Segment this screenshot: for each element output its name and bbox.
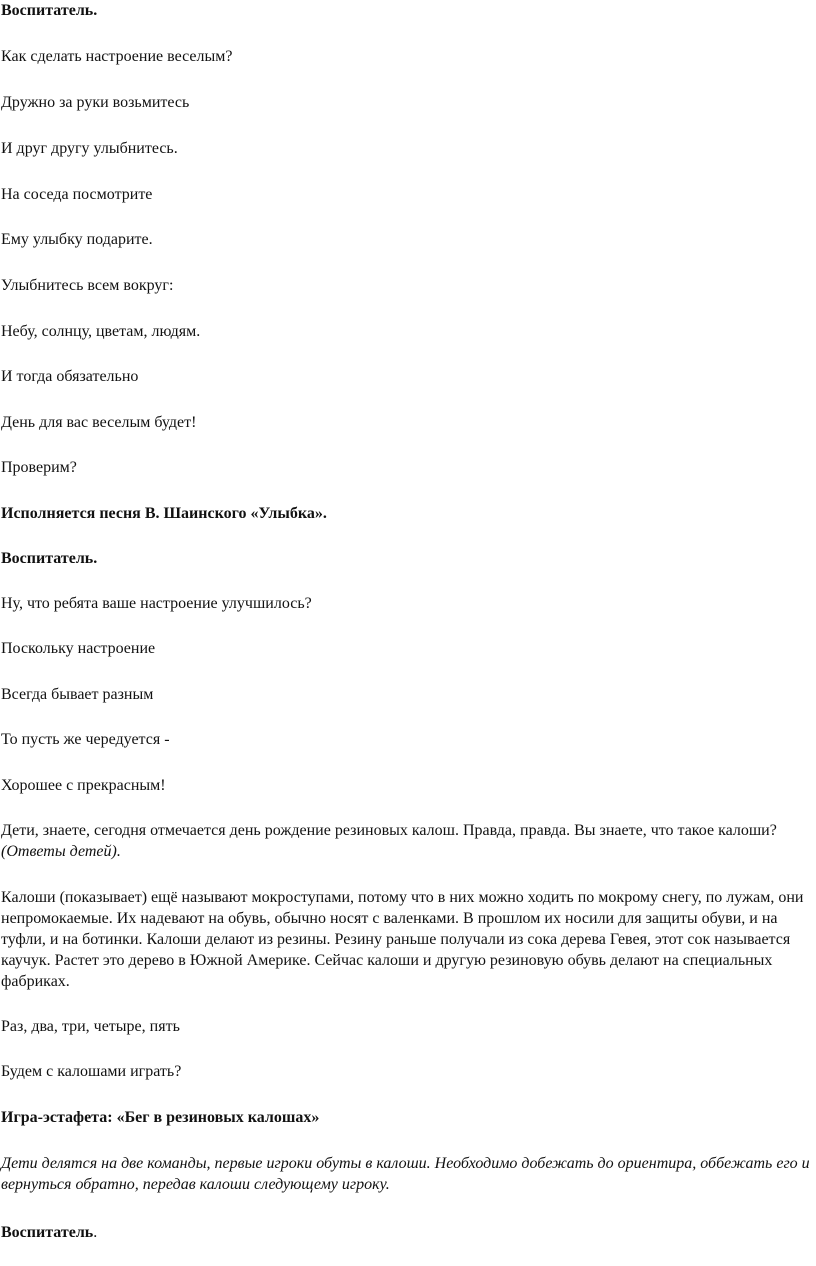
poem-line (1, 366, 812, 387)
poem-line (1, 684, 812, 705)
line-text: Будем с калошами играть? (1, 1063, 182, 1080)
game-heading (1, 1107, 812, 1128)
bold-text: Воспитатель (1, 1224, 94, 1241)
bold-text: Воспитатель. (1, 550, 98, 567)
line-text: Ну, что ребята ваше настроение улучшилось? (1, 595, 312, 612)
poem-line (1, 275, 812, 296)
poem-line (1, 638, 812, 659)
paragraph (1, 820, 812, 862)
poem-line (1, 92, 812, 113)
speaker-heading (1, 0, 812, 21)
bold-text: Воспитатель. (1, 2, 98, 19)
line-text: Раз, два, три, четыре, пять (1, 1018, 180, 1035)
bold-text: Игра-эстафета: «Бег в резиновых калошах» (1, 1109, 320, 1126)
line-text: Дружно за руки возьмитесь (1, 94, 190, 111)
poem-line (1, 138, 812, 159)
poem-line (1, 1016, 812, 1037)
line-text: И тогда обязательно (1, 368, 139, 385)
poem-line (1, 775, 812, 796)
paragraph-text: Дети, знаете, сегодня отмечается день рождение резиновых калош. Правда, правда. Вы знаете, что такое калоши? (1, 822, 777, 839)
line-text: На соседа посмотрите (1, 186, 153, 203)
italic-text: Дети делятся на две команды, первые игроки обуты в калоши. Необходимо добежать до ориентира, оббежать его и вернуться обратно, передав калоши следующему игроку. (1, 1155, 810, 1193)
speaker-heading (1, 548, 812, 569)
game-description (1, 1153, 812, 1195)
line-text: Как сделать настроение веселым? (1, 48, 233, 65)
song-heading (1, 503, 812, 524)
poem-line (1, 229, 812, 250)
line-text: Всегда бывает разным (1, 686, 154, 703)
poem-line (1, 184, 812, 205)
poem-line (1, 1061, 812, 1082)
poem-line (1, 729, 812, 750)
line-text: То пусть же чередуется - (1, 731, 170, 748)
poem-line (1, 457, 812, 478)
poem-line (1, 593, 812, 614)
line-text: Улыбнитесь всем вокруг: (1, 277, 174, 294)
line-text: Хорошее с прекрасным! (1, 777, 166, 794)
trailing-text: . (93, 1224, 98, 1241)
line-text: Ему улыбку подарите. (1, 231, 153, 248)
line-text: Небу, солнцу, цветам, людям. (1, 323, 201, 340)
bold-text: Исполняется песня В. Шаинского «Улыбка». (1, 505, 327, 522)
line-text: Проверим? (1, 459, 77, 476)
poem-line (1, 412, 812, 433)
paragraph (1, 887, 812, 992)
line-text: Поскольку настроение (1, 640, 156, 657)
paragraph-text: Калоши (показывает) ещё называют мокроступами, потому что в них можно ходить по мокрому снегу, по лужам, они непромокаемые. Их надевают на обувь, обычно носят с валенками. В прошлом их носили для защиты обуви, и на туфли, и на ботинки. Калоши делают из резины. Резину раньше получали из сока дерева Гевея, этот сок называется каучук. Растет это дерево в Южной Америке. Сейчас калоши и другую резиновую обувь делают на специальных фабриках. (1, 889, 804, 990)
line-text: День для вас веселым будет! (1, 414, 197, 431)
poem-line (1, 46, 812, 67)
poem-line (1, 321, 812, 342)
line-text: И друг другу улыбнитесь. (1, 140, 178, 157)
italic-note: (Ответы детей). (1, 843, 121, 860)
speaker-heading (1, 1222, 812, 1243)
